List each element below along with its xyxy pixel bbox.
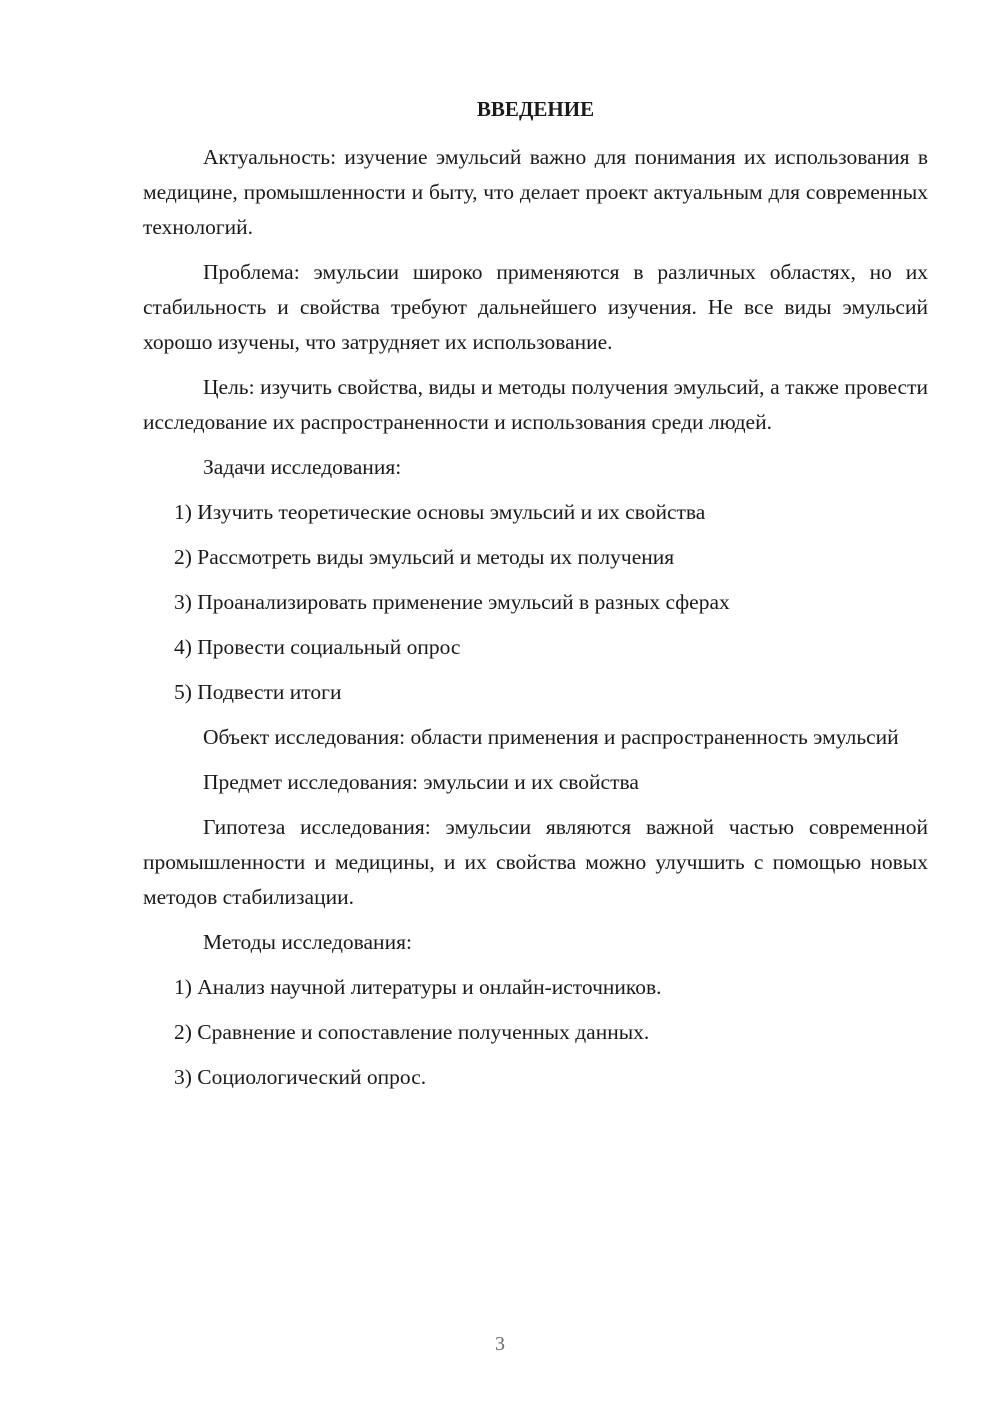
method-item: 2) Сравнение и сопоставление полученных данных. <box>174 1020 650 1044</box>
methods-list <box>143 970 928 1095</box>
document-page <box>143 92 928 1105</box>
object-paragraph: Объект исследования: области применения и распространенность эмульсий <box>203 725 899 749</box>
methods-heading: Методы исследования: <box>203 930 412 954</box>
document-title: ВВЕДЕНИЕ <box>476 97 595 121</box>
problem-paragraph: Проблема: эмульсии широко применяются в различных областях, но их стабильность и свойства требуют дальнейшего изучения. Не все виды эмульсий хорошо изучены, что затрудняет их использование. <box>143 260 928 354</box>
method-item: 3) Социологический опрос. <box>174 1065 427 1089</box>
task-item: 2) Рассмотреть виды эмульсий и методы их получения <box>174 545 675 569</box>
task-item: 4) Провести социальный опрос <box>174 635 461 659</box>
goal-paragraph: Цель: изучить свойства, виды и методы получения эмульсий, а также провести исследование их распространенности и использования среди людей. <box>143 375 928 434</box>
page-number: 3 <box>495 1333 505 1355</box>
subject-paragraph: Предмет исследования: эмульсии и их свойства <box>203 770 639 794</box>
tasks-list <box>143 495 928 710</box>
task-item: 1) Изучить теоретические основы эмульсий и их свойства <box>174 500 706 524</box>
hypothesis-paragraph: Гипотеза исследования: эмульсии являются важной частью современной промышленности и медицины, и их свойства можно улучшить с помощью новых методов стабилизации. <box>143 815 928 909</box>
relevance-paragraph: Актуальность: изучение эмульсий важно для понимания их использования в медицине, промышленности и быту, что делает проект актуальным для современных технологий. <box>143 145 928 239</box>
task-item: 5) Подвести итоги <box>174 680 342 704</box>
tasks-heading: Задачи исследования: <box>203 455 402 479</box>
task-item: 3) Проанализировать применение эмульсий в разных сферах <box>174 590 730 614</box>
method-item: 1) Анализ научной литературы и онлайн-источников. <box>174 975 662 999</box>
